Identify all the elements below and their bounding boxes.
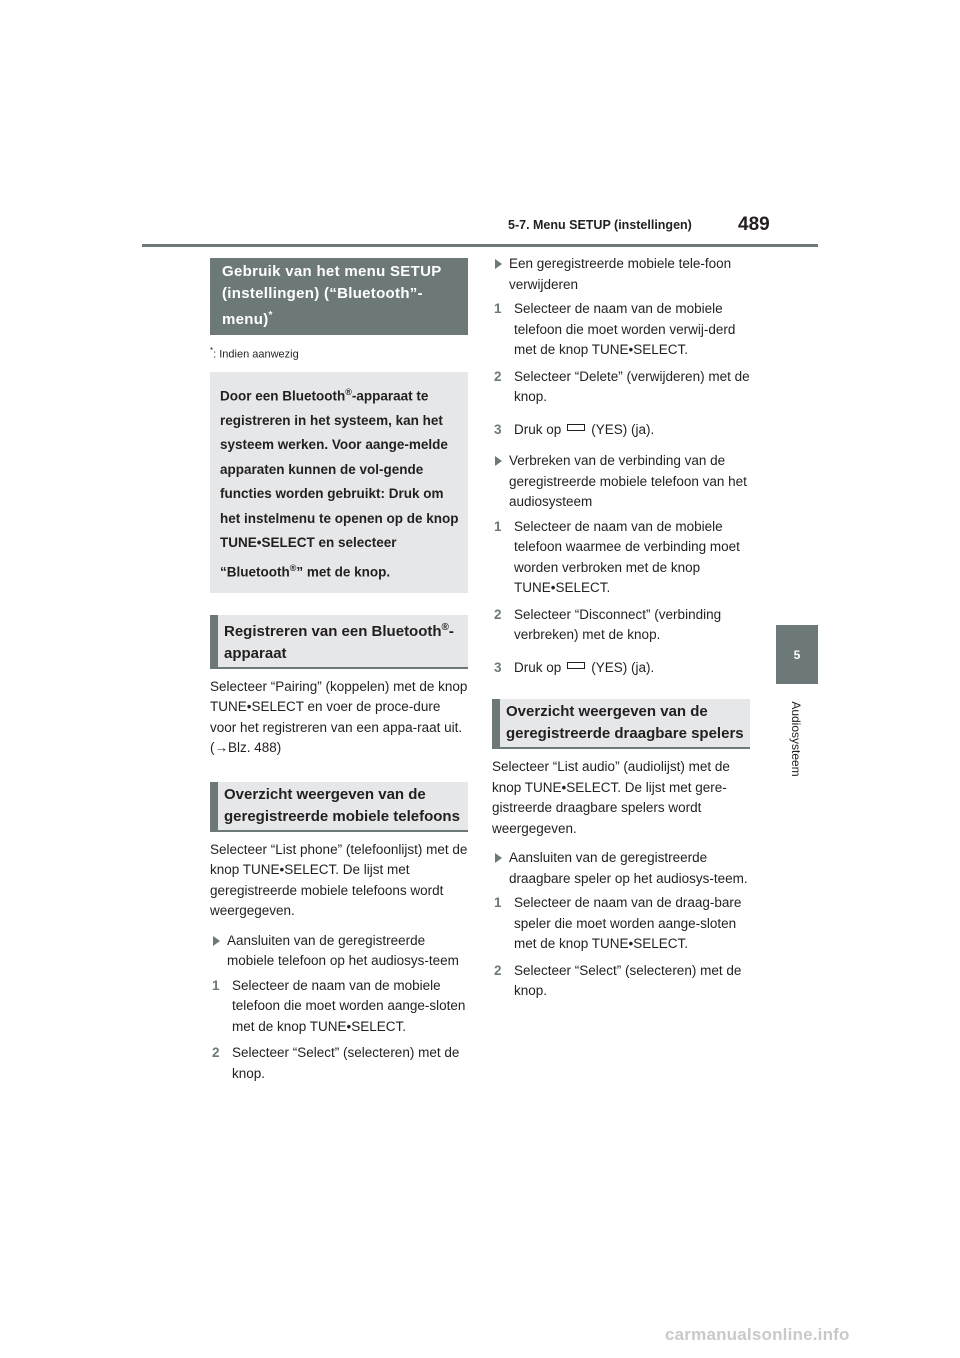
step-text: Selecteer “Select” (selecteren) met de knop. xyxy=(514,962,742,998)
step-item xyxy=(492,517,750,599)
chapter-tab xyxy=(776,625,818,684)
step-text: Druk op xyxy=(514,421,562,437)
step-item xyxy=(492,605,750,646)
register-body: Selecteer “Pairing” (koppelen) met de knop TUNE•SELECT en voer de proce-dure voor het registreren van een appa-raat uit. (→Blz. 488) xyxy=(210,678,468,756)
register-heading-text-a: Registreren van een Bluetooth xyxy=(224,622,442,640)
step-item xyxy=(492,420,750,441)
step-text: Selecteer de naam van de draag-bare speler die moet worden aange-sloten met de knop TUNE•SELECT. xyxy=(514,895,742,951)
step-number: 2 xyxy=(494,606,502,622)
button-icon xyxy=(567,662,585,669)
step-number: 1 xyxy=(494,301,502,316)
step-text: Selecteer “Select” (selecteren) met de knop. xyxy=(232,1045,460,1081)
step-item xyxy=(492,367,750,408)
step-text: Selecteer de naam van de mobiele telefoon die moet worden verwij-derd met de knop TUNE•SELECT. xyxy=(514,301,736,357)
step-text: (YES) (ja). xyxy=(591,659,655,675)
step-number: 2 xyxy=(494,368,502,384)
intro-text-2: -apparaat te registreren in het systeem, kan het systeem werken. Voor aange-melde apparaten kunnen de vol-gende functies worden gebruikt: Druk om het instelmenu te openen op de knop TUNE•SELECT en selecteer “Bluetooth xyxy=(220,388,459,580)
registered-mark: ® xyxy=(345,386,352,397)
intro-text-1: Door een Bluetooth xyxy=(220,388,346,404)
disconnect-phone-bullet: Verbreken van de verbinding van de geregistreerde mobiele telefoon van het audiosysteem xyxy=(492,451,750,513)
intro-text-3: ” met de knop. xyxy=(296,564,391,580)
step-number: 2 xyxy=(212,1045,220,1061)
register-heading-text-b: -apparaat xyxy=(224,622,454,662)
step-number: 2 xyxy=(494,962,502,978)
footnote-asterisk: * xyxy=(210,346,214,355)
footnote-text: : Indien aanwezig xyxy=(213,348,299,361)
header-divider xyxy=(142,244,818,247)
step-text: Selecteer de naam van de mobiele telefoon die moet worden aange-sloten met de knop TUNE•SELECT. xyxy=(232,977,466,1034)
watermark: carmanualsonline.info xyxy=(665,1325,850,1344)
footnote-marker: * xyxy=(268,310,273,321)
step-number: 1 xyxy=(212,977,220,993)
step-item xyxy=(492,893,750,955)
chapter-number: 5 xyxy=(793,647,801,662)
delete-phone-bullet: Een geregistreerde mobiele tele-foon verwijderen xyxy=(492,254,750,295)
step-number: 1 xyxy=(494,895,502,910)
players-heading: Overzicht weergeven van de geregistreerde draagbare spelers xyxy=(492,699,750,749)
phones-body: Selecteer “List phone” (telefoonlijst) met de knop TUNE•SELECT. De lijst met geregistreerde mobiele telefoons wordt weergegeven. xyxy=(210,841,468,919)
left-column xyxy=(210,258,468,1084)
players-body: Selecteer “List audio” (audiolijst) met de knop TUNE•SELECT. De lijst met gere-gistreerde draagbare spelers wordt weergegeven. xyxy=(492,759,730,836)
chapter-side-label xyxy=(787,694,805,784)
page-number: 489 xyxy=(738,214,770,235)
step-item xyxy=(210,1043,468,1084)
step-number: 1 xyxy=(494,518,502,534)
main-heading-text: Gebruik van het menu SETUP (instellingen) (“Bluetooth”-menu) xyxy=(222,263,442,328)
right-column xyxy=(492,254,750,1002)
step-number: 3 xyxy=(494,421,502,437)
phones-heading: Overzicht weergeven van de geregistreerde mobiele telefoons xyxy=(210,782,468,832)
step-text: (YES) (ja). xyxy=(591,421,655,437)
step-number: 3 xyxy=(494,659,502,675)
registered-mark: ® xyxy=(441,621,449,633)
step-text: Druk op xyxy=(514,659,562,675)
button-icon xyxy=(567,424,585,431)
intro-box xyxy=(210,372,468,593)
step-text: Selecteer “Delete” (verwijderen) met de knop. xyxy=(514,368,750,404)
chapter-label: Audiosysteem xyxy=(789,701,803,777)
connect-player-bullet: Aansluiten van de geregistreerde draagbare speler op het audiosys-teem. xyxy=(492,848,750,889)
step-item xyxy=(210,976,468,1038)
footnote xyxy=(210,346,468,361)
step-item xyxy=(492,299,750,361)
step-item xyxy=(492,658,750,679)
step-item xyxy=(492,961,750,1002)
section-title: 5-7. Menu SETUP (instellingen) xyxy=(508,218,692,232)
connect-phone-bullet: Aansluiten van de geregistreerde mobiele telefoon op het audiosys-teem xyxy=(210,931,468,972)
step-text: Selecteer “Disconnect” (verbinding verbreken) met de knop. xyxy=(514,606,722,642)
step-text: Selecteer de naam van de mobiele telefoon waarmee de verbinding moet worden verbroken met de knop TUNE•SELECT. xyxy=(514,518,740,595)
register-heading xyxy=(210,615,468,669)
registered-mark: ® xyxy=(289,562,297,573)
main-heading xyxy=(210,258,468,335)
